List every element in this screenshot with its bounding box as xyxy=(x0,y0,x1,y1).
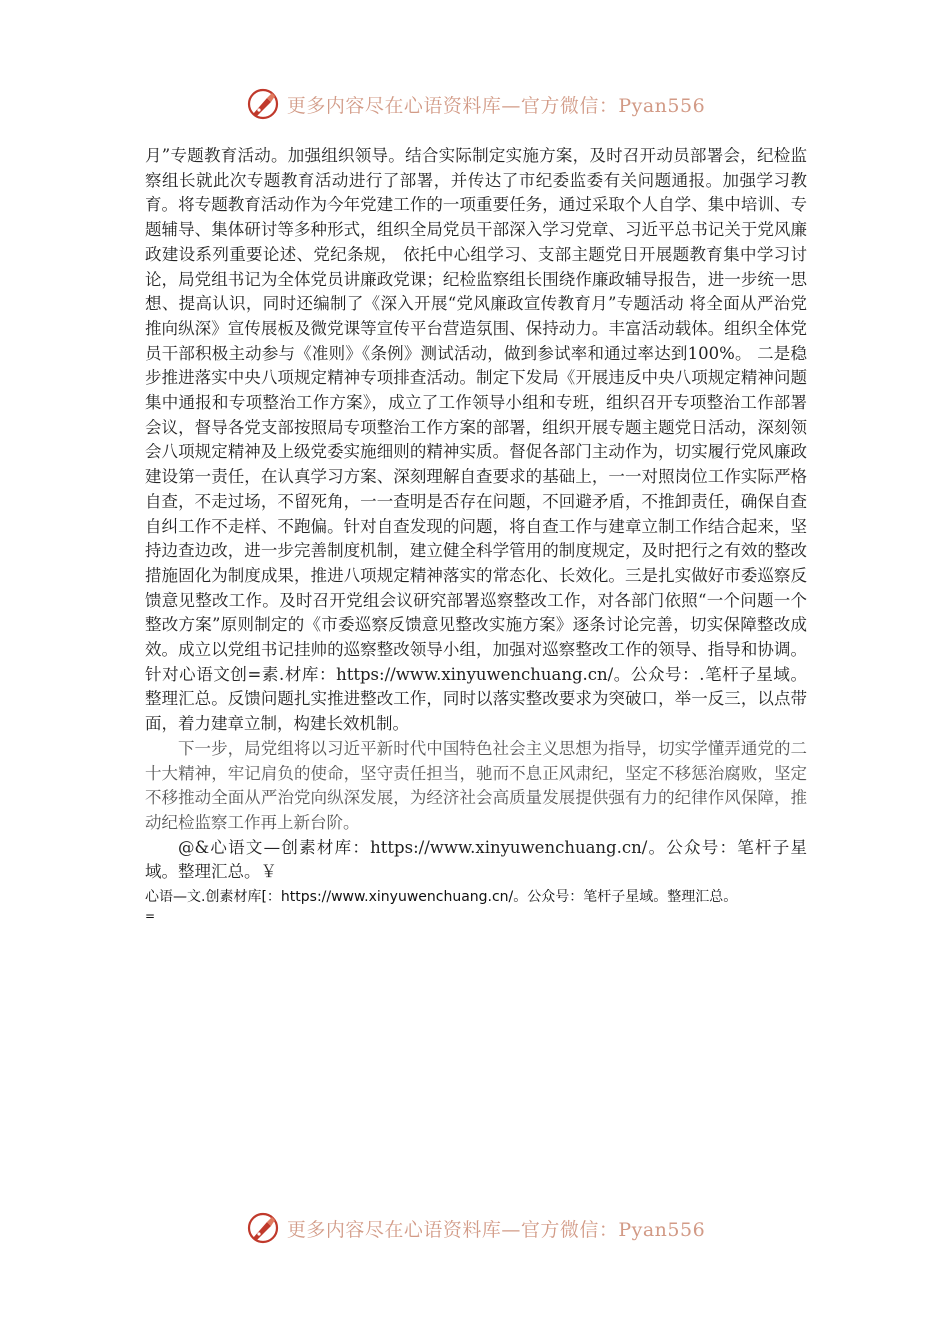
header-banner xyxy=(0,84,950,124)
document-body xyxy=(145,144,807,924)
footer-mark: = xyxy=(145,909,156,924)
header-banner-text: 更多内容尽在心语资料库—官方微信：Pyan556 xyxy=(286,94,706,117)
pen-nib-logo-icon xyxy=(245,86,281,122)
header-banner-inner xyxy=(245,86,705,122)
pen-nib-logo-icon xyxy=(245,1210,281,1246)
footer-banner-inner xyxy=(245,1210,705,1246)
source-footer-line: 心语—文.创素材库[：https://www.xinyuwenchuang.cn/。公众号：笔杆子星域。整理汇总。 xyxy=(145,889,738,906)
body-paragraph-3: @&心语文—创素材库：https://www.xinyuwenchuang.cn/。公众号：笔杆子星域。整理汇总。￥ xyxy=(145,837,807,882)
body-paragraph-2: 下一步，局党组将以习近平新时代中国特色社会主义思想为指导，切实学懂弄通党的二十大精神，牢记肩负的使命，坚守责任担当，驰而不息正风肃纪，坚定不移惩治腐败，坚定不移推动全面从严治党向纵深发展，为经济社会高质量发展提供强有力的纪律作风保障，推动纪检监察工作再上新台阶。 xyxy=(145,738,807,832)
body-paragraph-1: 月”专题教育活动。加强组织领导。结合实际制定实施方案，及时召开动员部署会，纪检监察组长就此次专题教育活动进行了部署，并传达了市纪委监委有关问题通报。加强学习教育。将专题教育活动作为今年党建工作的一项重要任务，通过采取个人自学、集中培训、专题辅导、集体研讨等多种形式，组织全局党员干部深入学习党章、习近平总书记关于党风廉政建设系列重要论述、党纪条规， 依托中心组学习、支部主题党日开展题教育集中学习讨论，局党组书记为全体党员讲廉政党课；纪检监察组长围绕作廉政辅导报告，进一步统一思想、提高认识，同时还编制了《深入开展“党风廉政宣传教育月”专题活动 将全面从严治党推向纵深》宣传展板及微党课等宣传平台营造氛围、保持动力。丰富活动载体。组织全体党员干部积极主动参与《准则》《条例》测试活动，做到参试率和通过率达到100%。 二是稳步推进落实中央八项规定精神专项排查活动。制定下发局《开展违反中央八项规定精神问题集中通报和专项整治工作方案》，成立了工作领导小组和专班，组织召开专项整治工作部署会议，督导各党支部按照局专项整治工作方案的部署，组织开展专题主题党日活动，深刻领会八项规定精神及上级党委实施细则的精神实质。督促各部门主动作为，切实履行党风廉政建设第一责任，在认真学习方案、深刻理解自查要求的基础上，一一对照岗位工作实际严格自查，不走过场，不留死角，一一查明是否存在问题，不回避矛盾，不推卸责任，确保自查自纠工作不走样、不跑偏。针对自查发现的问题，将自查工作与建章立制工作结合起来，坚持边查边改，进一步完善制度机制，建立健全科学管用的制度规定，及时把行之有效的整改措施固化为制度成果，推进八项规定精神落实的常态化、长效化。三是扎实做好市委巡察反馈意见整改工作。及时召开党组会议研究部署巡察整改工作，对各部门依照“一个问题一个整改方案”原则制定的《市委巡察反馈意见整改实施方案》逐条讨论完善，切实保障整改成效。成立以党组书记挂帅的巡察整改领导小组，加强对巡察整改工作的领导、指导和协调。针对心语文创=素.材库：https://www.xinyuwenchuang.cn/。公众号：.笔杆子星域。整理汇总。反馈问题扎实推进整改工作，同时以落实整改要求为突破口，举一反三，以点带面，着力建章立制，构建长效机制。 xyxy=(145,146,807,734)
footer-banner-text: 更多内容尽在心语资料库—官方微信：Pyan556 xyxy=(286,1218,706,1241)
footer-banner xyxy=(0,1208,950,1248)
